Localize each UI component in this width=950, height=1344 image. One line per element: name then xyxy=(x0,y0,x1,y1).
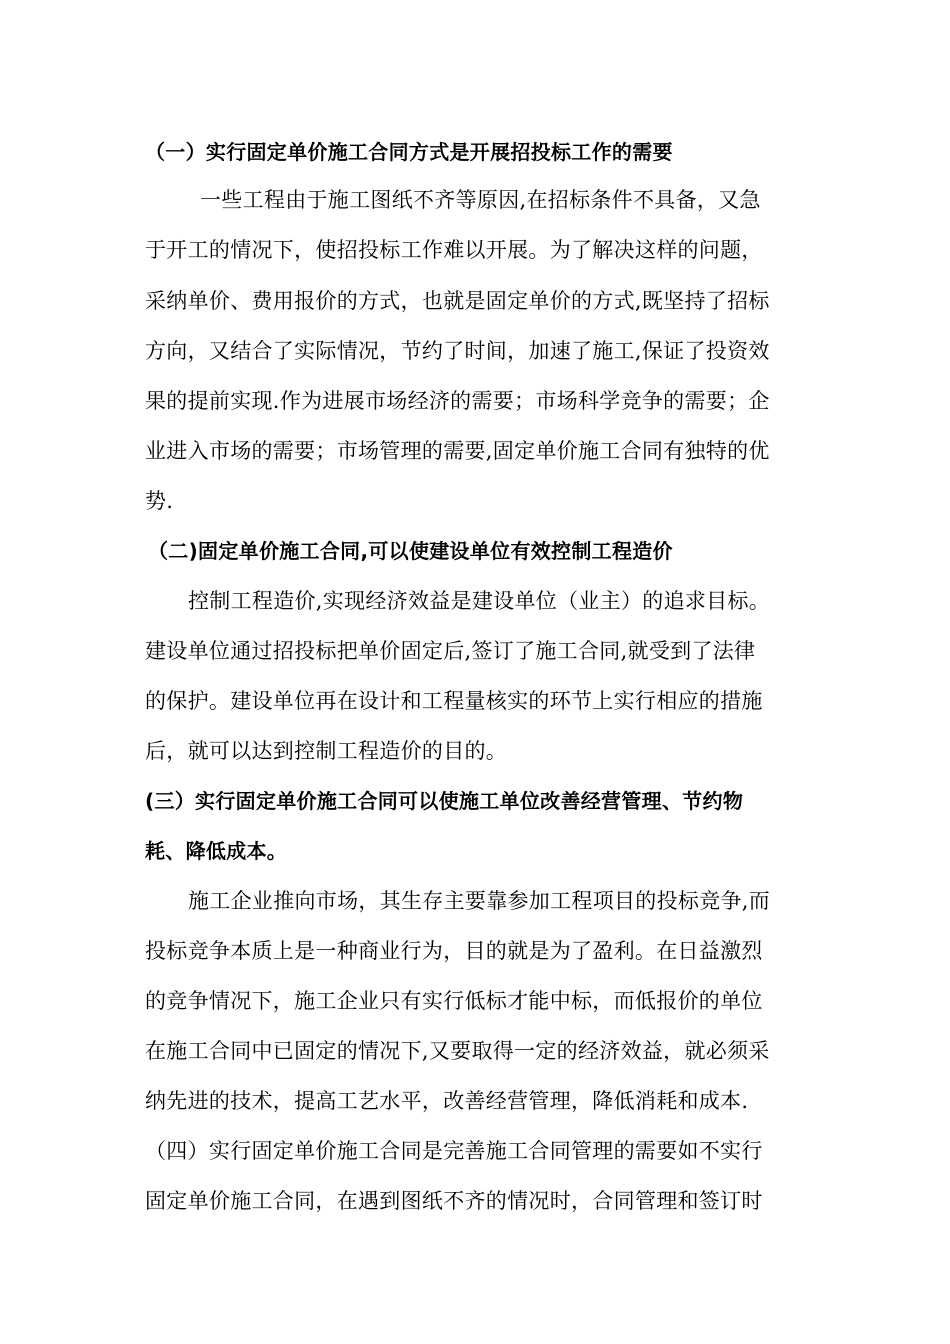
section-heading-3-continued: 耗、降低成本。 xyxy=(145,839,288,863)
paragraph-line: 业进入市场的需要；市场管理的需要,固定单价施工合同有独特的优 xyxy=(145,439,770,463)
paragraph-line: 控制工程造价,实现经济效益是建设单位（业主）的追求目标。 xyxy=(188,589,771,613)
paragraph-line: 的保护。建设单位再在设计和工程量核实的环节上实行相应的措施 xyxy=(145,689,763,713)
paragraph-line: 固定单价施工合同，在遇到图纸不齐的情况时，合同管理和签订时 xyxy=(145,1189,763,1213)
section-heading-1: （一）实行固定单价施工合同方式是开展招投标工作的需要 xyxy=(145,140,673,164)
paragraph-line: 施工企业推向市场，其生存主要靠参加工程项目的投标竞争,而 xyxy=(188,889,771,913)
section-heading-2: （二)固定单价施工合同,可以使建设单位有效控制工程造价 xyxy=(148,539,673,563)
paragraph-line: 一些工程由于施工图纸不齐等原因,在招标条件不具备，又急 xyxy=(200,188,761,212)
section-heading-3: (三）实行固定单价施工合同可以使施工单位改善经营管理、节约物 xyxy=(145,789,744,813)
paragraph-line: 的竞争情况下，施工企业只有实行低标才能中标，而低报价的单位 xyxy=(145,989,763,1013)
paragraph-line: 在施工合同中已固定的情况下,又要取得一定的经济效益，就必须采 xyxy=(145,1039,770,1063)
paragraph-line: 果的提前实现.作为进展市场经济的需要；市场科学竞争的需要；企 xyxy=(145,389,770,413)
paragraph-line: 方向，又结合了实际情况，节约了时间，加速了施工,保证了投资效 xyxy=(145,339,770,363)
paragraph-line: 于开工的情况下，使招投标工作难以开展。为了解决这样的问题， xyxy=(145,238,763,262)
paragraph-line: 势. xyxy=(145,489,174,513)
paragraph-line: 投标竞争本质上是一种商业行为，目的就是为了盈利。在日益激烈 xyxy=(145,939,763,963)
paragraph-line: 纳先进的技术，提高工艺水平，改善经营管理，降低消耗和成本. xyxy=(145,1089,749,1113)
paragraph-line: 后，就可以达到控制工程造价的目的。 xyxy=(145,739,508,763)
paragraph-line: 建设单位通过招投标把单价固定后,签订了施工合同,就受到了法律 xyxy=(145,639,756,663)
paragraph-line: （四）实行固定单价施工合同是完善施工合同管理的需要如不实行 xyxy=(145,1139,763,1163)
paragraph-line: 采纳单价、费用报价的方式，也就是固定单价的方式,既坚持了招标 xyxy=(145,289,770,313)
